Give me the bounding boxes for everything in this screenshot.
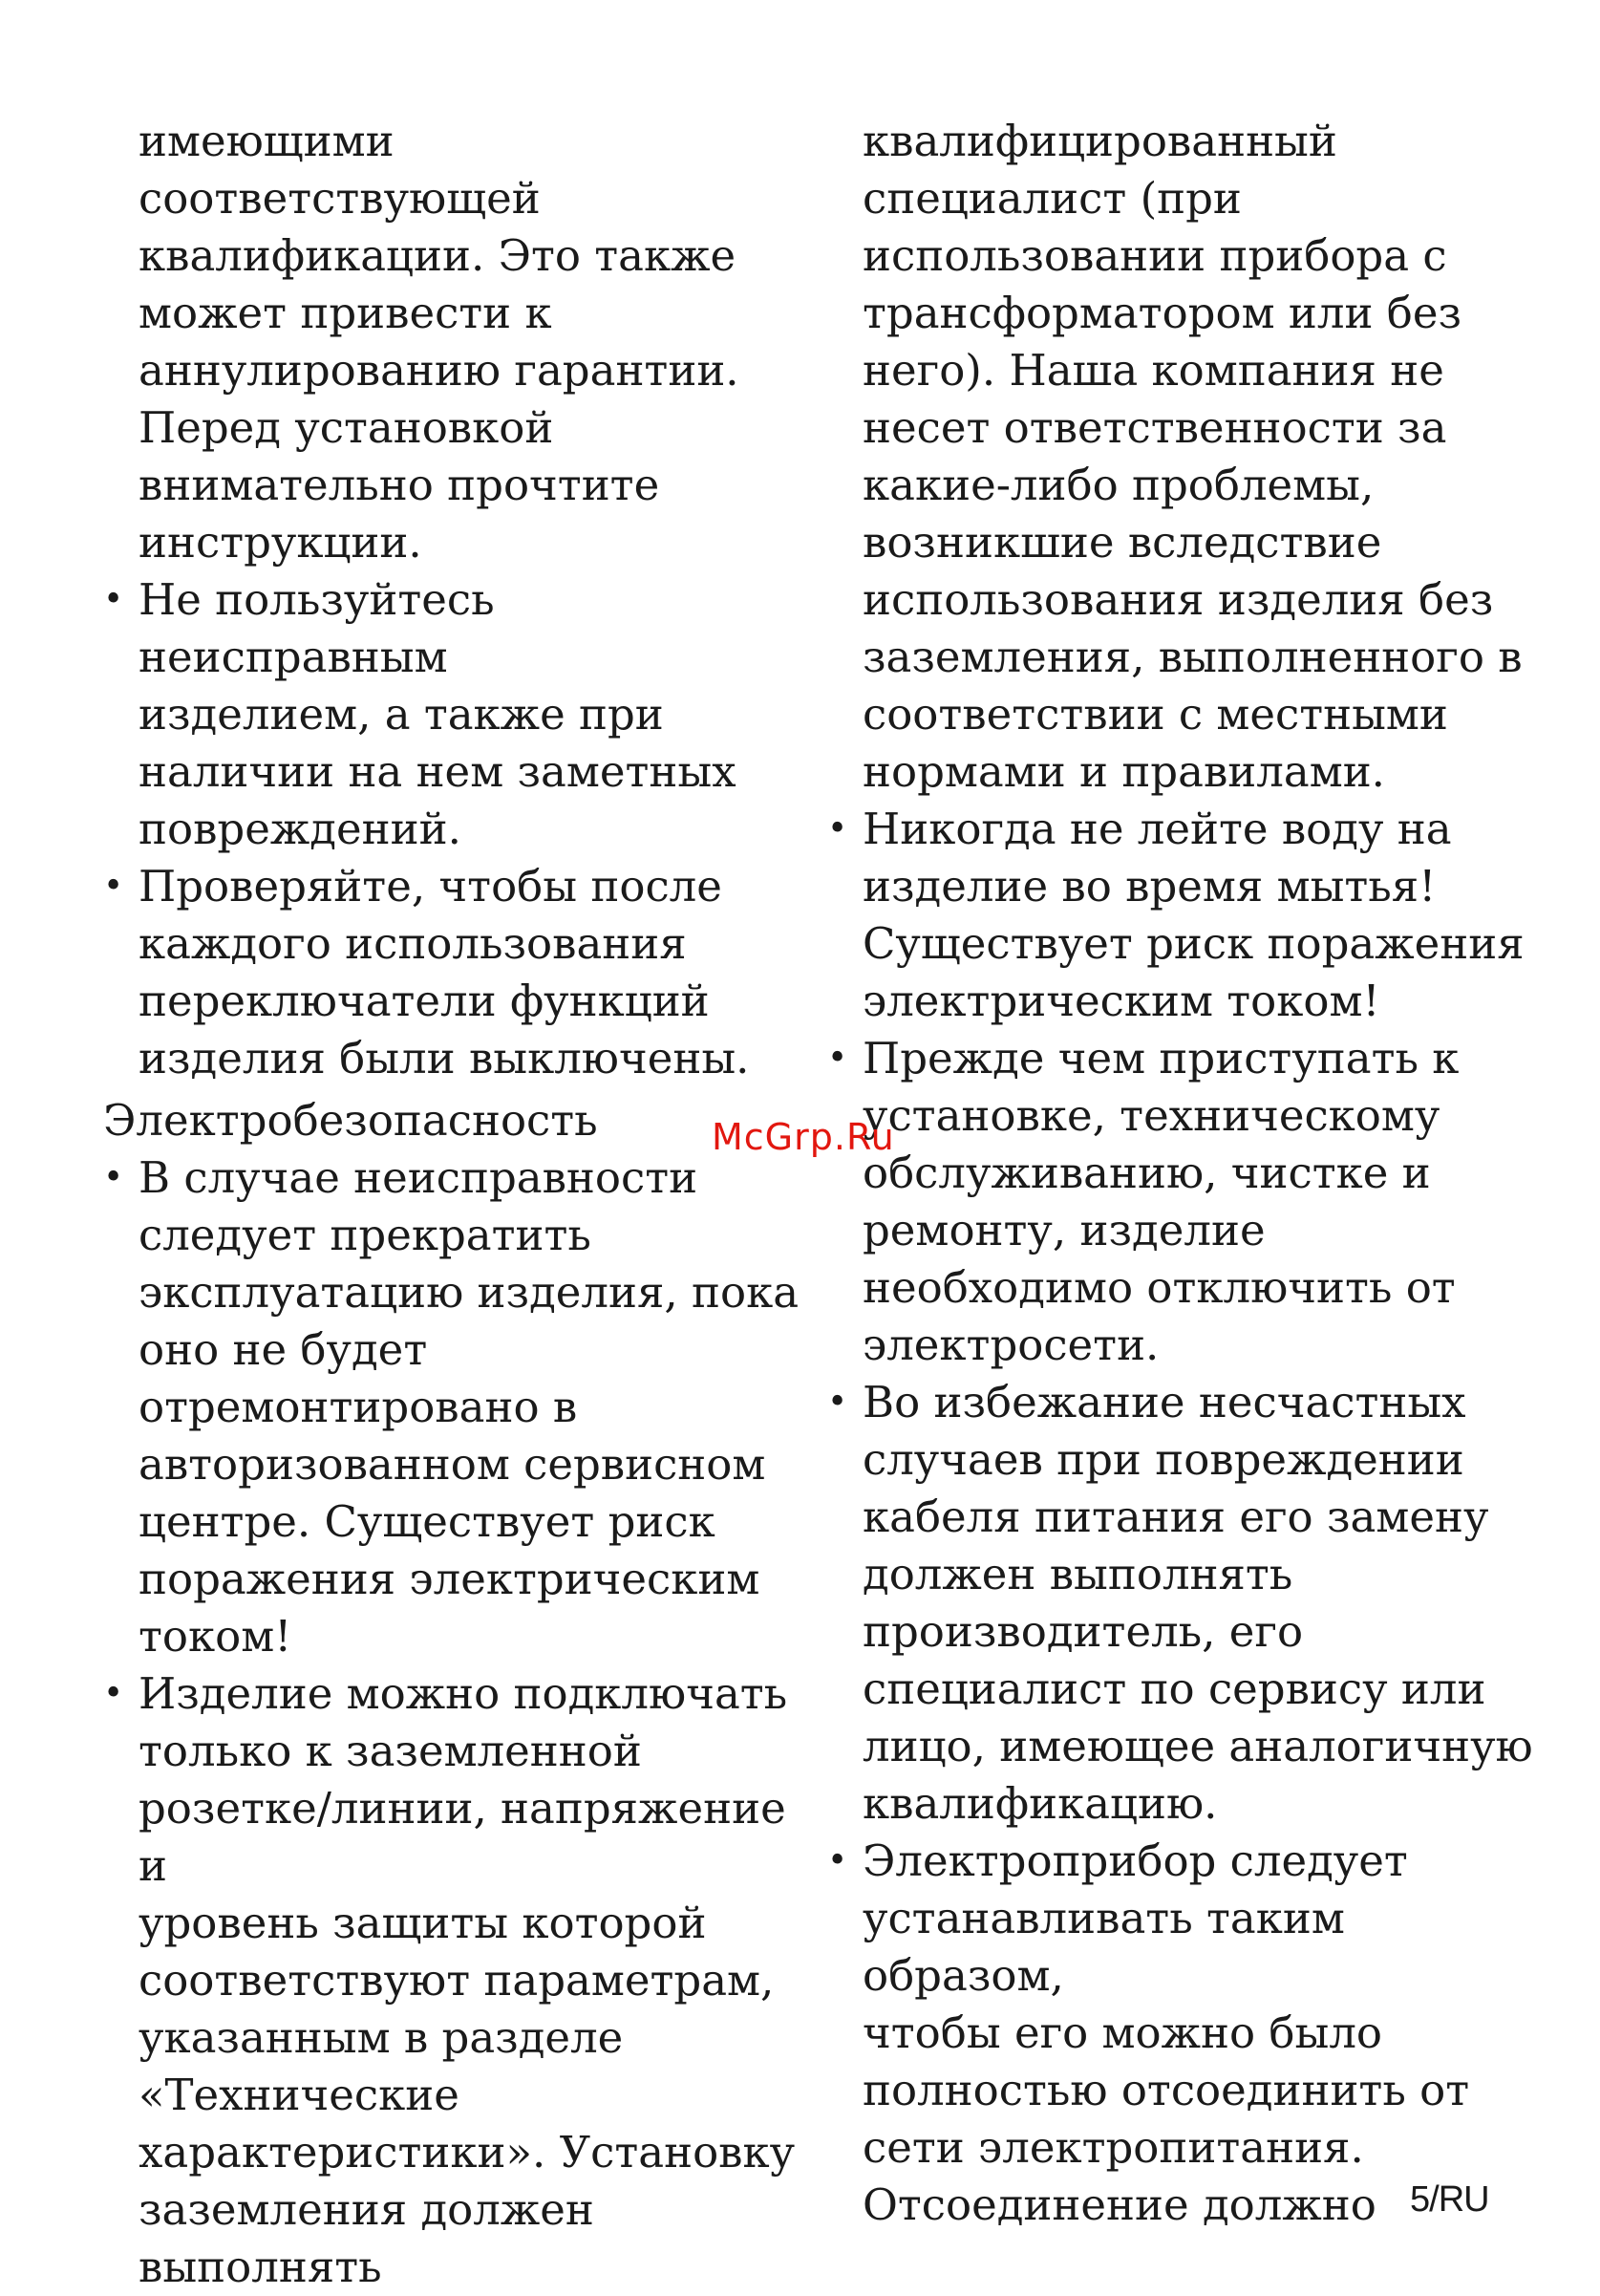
list-item [827, 1833, 1553, 2234]
list-item [827, 1374, 1553, 1833]
list-item [103, 571, 800, 858]
list-item [103, 858, 800, 1087]
list-item [827, 1030, 1553, 1374]
page-number: 5/RU [1410, 2179, 1489, 2220]
list-item-text: В случае неисправности следует прекратить эксплуатацию изделия, пока оно не будет отремонтировано в авторизованном сервисном центре. Существует риск поражения электрическим током! [139, 1152, 800, 1662]
bullet-icon: • [827, 809, 848, 848]
bullet-icon: • [827, 1841, 848, 1880]
list-item-text: Проверяйте, чтобы после каждого использования переключатели функций изделия были выключены. [139, 861, 750, 1084]
list-item-text: Никогда не лейте воду на изделие во время мытья! Существует риск поражения электрическим током! [863, 804, 1525, 1026]
bullet-icon: • [103, 867, 124, 906]
list-item [103, 1665, 800, 2296]
section-heading-electrical-safety: Электробезопасность [103, 1095, 598, 1146]
right-column [827, 113, 1553, 2234]
bullet-icon: • [103, 1674, 124, 1713]
left-column [103, 113, 800, 2296]
left-continuation-text: имеющими соответствующей квалификации. Это также может привести к аннулированию гарантии. Перед установкой внимательно прочтите инструкции. [139, 116, 739, 568]
list-item-text: Электроприбор следует устанавливать таким образом, чтобы его можно было полностью отсоединить от сети электропитания. Отсоединение должно [863, 1835, 1470, 2230]
list-item [103, 1149, 800, 1665]
list-item-text: Изделие можно подключать только к заземленной розетке/линии, напряжение и уровень защиты которой соответствуют параметрам, указанным в разделе «Технические характеристики». Установку заземления должен выполнять [139, 1668, 796, 2292]
list-item [827, 801, 1553, 1030]
watermark-logo: McGrp.Ru [712, 1116, 895, 1158]
right-continuation-text: квалифицированный специалист (при использовании прибора с трансформатором или без него). Наша компания не несет ответственности за какие-либо проблемы, возникшие вследствие использования изделия без заземления, выполненного в соответствии с местными нормами и правилами. [863, 116, 1523, 797]
bullet-icon: • [827, 1039, 848, 1078]
bullet-icon: • [103, 580, 124, 619]
list-item-text: Во избежание несчастных случаев при повреждении кабеля питания его замену должен выполнять производитель, его специалист по сервису или лицо, имеющее аналогичную квалификацию. [863, 1377, 1533, 1829]
bullet-icon: • [103, 1158, 124, 1197]
bullet-icon: • [827, 1383, 848, 1422]
list-item-text: Не пользуйтесь неисправным изделием, а также при наличии на нем заметных повреждений. [139, 574, 736, 854]
list-item-text: Прежде чем приступать к установке, техническому обслуживанию, чистке и ремонту, изделие необходимо отключить от электросети. [863, 1033, 1460, 1370]
